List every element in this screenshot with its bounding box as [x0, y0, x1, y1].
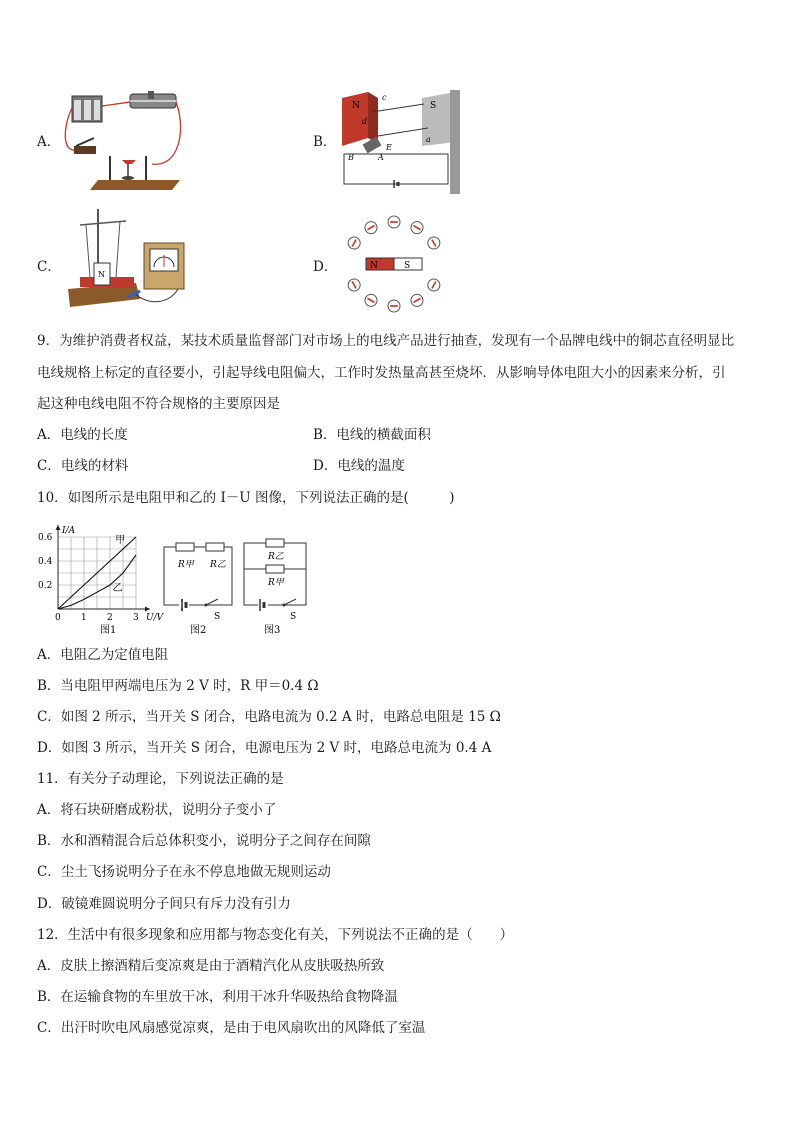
series-label-yi: 乙 — [112, 583, 123, 594]
x-tick-label: 2 — [107, 613, 113, 623]
q10-stem: 10．如图所示是电阻甲和乙的 I－U 图像，下列说法正确的是( ) — [37, 490, 455, 506]
q11-option-d: D．破镜难圆说明分子间只有斥力没有引力 — [37, 896, 291, 912]
y-axis-arrow — [56, 525, 61, 530]
q8-option-d-label: D． — [313, 259, 338, 275]
q8-figure-b — [338, 88, 460, 194]
q10-option-d: D．如图 3 所示，当开关 S 闭合，电源电压为 2 V 时，电路总电流为 0.4 A — [37, 740, 492, 756]
x-tick-label: 1 — [81, 613, 87, 623]
fig3-label-s: S — [290, 612, 297, 622]
y-axis-label: I/A — [62, 526, 76, 536]
x-axis-arrow — [145, 607, 150, 612]
q12-option-a: A．皮肤上擦酒精后变凉爽是由于酒精汽化从皮肤吸热所致 — [37, 958, 385, 974]
fig-d-label-n: N — [370, 261, 378, 271]
y-tick-label: 0.4 — [38, 557, 53, 567]
q8-figure-c — [60, 207, 190, 317]
q9-option-b: B．电线的横截面积 — [313, 427, 431, 443]
iu-chart — [38, 525, 165, 623]
fig2-label-s: S — [214, 612, 221, 622]
fig-b-label-e: E — [386, 143, 392, 152]
q12-option-c: C．出汗时吹电风扇感觉凉爽，是由于电风扇吹出的风降低了室温 — [37, 1020, 426, 1036]
circuit-fig2 — [164, 543, 232, 622]
q11-option-a: A．将石块研磨成粉状，说明分子变小了 — [37, 802, 277, 818]
fig-b-label-d: d — [362, 117, 368, 126]
fig3-label-r2: R甲 — [268, 578, 284, 588]
q9-stem-line-2: 电线规格上标定的直径要小，引起导线电阻偏大，工作时发热量高甚至烧坏．从影响导体电阻大小的因素来分析，引 — [37, 365, 726, 381]
fig-b-label-a: a — [426, 135, 431, 144]
q11-stem: 11．有关分子动理论，下列说法正确的是 — [37, 771, 284, 787]
x-tick-label: 3 — [133, 613, 139, 623]
q9-stem-line-3: 起这种电线电阻不符合规格的主要原因是 — [37, 396, 280, 412]
fig-b-label-s: S — [430, 101, 437, 111]
y-tick-label: 0.6 — [38, 533, 53, 543]
q10-figures — [34, 517, 314, 637]
q11-option-c: C．尘土飞扬说明分子在永不停息地做无规则运动 — [37, 864, 331, 880]
q8-option-c-label: C． — [37, 259, 61, 275]
fig-b-label-b: B — [348, 153, 354, 162]
q11-option-b: B．水和酒精混合后总体积变小，说明分子之间存在间隙 — [37, 833, 371, 849]
circuit-fig3 — [244, 539, 306, 622]
q8-option-a-label: A． — [37, 134, 61, 150]
q8-option-b-label: B． — [313, 134, 337, 150]
fig-caption-3: 图3 — [264, 625, 281, 636]
q10-option-b: B．当电阻甲两端电压为 2 V 时，R 甲＝0.4 Ω — [37, 678, 319, 694]
y-tick-label: 0.2 — [38, 581, 53, 591]
q9-stem-line-1: 9．为维护消费者权益，某技术质量监督部门对市场上的电线产品进行抽查，发现有一个品牌电线中的铜芯直径明显比 — [37, 333, 735, 349]
fig-c-label-n: N — [98, 270, 105, 279]
x-axis-label: U/V — [146, 613, 164, 623]
q8-figure-d — [338, 212, 450, 316]
q9-option-d: D．电线的温度 — [313, 458, 405, 474]
q12-option-b: B．在运输食物的车里放干冰，利用干冰升华吸热给食物降温 — [37, 989, 398, 1005]
fig2-label-r1: R甲 — [178, 560, 194, 570]
q10-option-a: A．电阻乙为定值电阻 — [37, 647, 169, 663]
series-label-jia: 甲 — [115, 535, 126, 546]
fig-caption-1: 图1 — [100, 625, 117, 636]
fig2-label-r2: R乙 — [210, 560, 226, 570]
q8-figure-a — [60, 88, 185, 192]
q9-option-c: C．电线的材料 — [37, 458, 129, 474]
fig-b-label-c: c — [382, 93, 387, 102]
fig-caption-2: 图2 — [190, 625, 207, 636]
x-tick-label: 0 — [55, 613, 61, 623]
fig-b-label-n: N — [352, 101, 360, 111]
fig-d-label-s: S — [404, 261, 411, 271]
fig-b-label-capital-a: A — [378, 153, 384, 162]
q12-stem: 12．生活中有很多现象和应用都与物态变化有关，下列说法不正确的是（ ） — [37, 927, 514, 943]
q9-option-a: A．电线的长度 — [37, 427, 128, 443]
q10-option-c: C．如图 2 所示，当开关 S 闭合，电路电流为 0.2 A 时，电路总电阻是 15 Ω — [37, 709, 501, 725]
fig3-label-r1: R乙 — [268, 552, 284, 562]
